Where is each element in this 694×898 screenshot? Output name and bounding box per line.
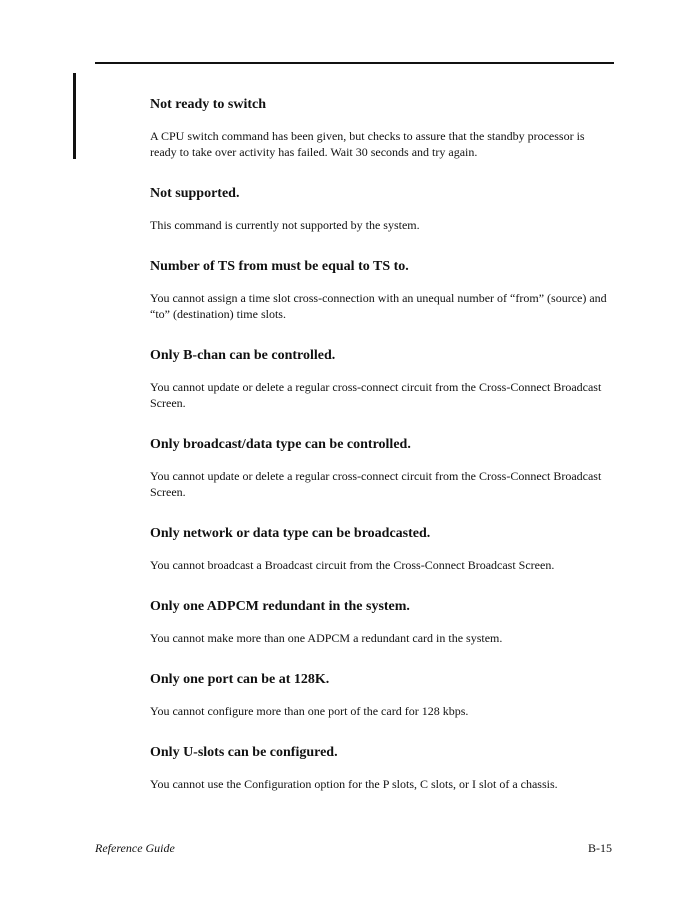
message-description: You cannot broadcast a Broadcast circuit from the Cross-Connect Broadcast Screen. [150,558,555,572]
message-entry [150,347,610,411]
message-description: You cannot make more than one ADPCM a redundant card in the system. [150,631,503,645]
message-description: This command is currently not supported by the system. [150,218,420,232]
message-title: Only U-slots can be configured. [150,745,338,760]
message-title: Only one port can be at 128K. [150,672,330,687]
message-title: Not ready to switch [150,97,267,112]
top-rule [95,62,614,64]
message-description: You cannot use the Configuration option for the P slots, C slots, or I slot of a chassis. [150,777,558,791]
message-title: Only broadcast/data type can be controlled. [150,437,411,452]
footer-document-title: Reference Guide [95,841,175,855]
message-description: You cannot configure more than one port of the card for 128 kbps. [150,704,469,718]
message-entry [150,671,610,719]
message-list [150,96,610,817]
message-entry [150,96,610,160]
message-description: You cannot update or delete a regular cross-connect circuit from the Cross-Connect Broadcast Screen. [150,469,602,499]
change-bar [73,73,76,159]
message-description: You cannot assign a time slot cross-connection with an unequal number of “from” (source) and “to” (destination) time slots. [150,291,607,321]
message-title: Only network or data type can be broadcasted. [150,526,431,541]
message-title: Only B-chan can be controlled. [150,348,336,363]
message-description: You cannot update or delete a regular cross-connect circuit from the Cross-Connect Broadcast Screen. [150,380,602,410]
footer-page-number: B-15 [588,841,612,855]
message-entry [150,258,610,322]
message-entry [150,525,610,573]
message-title: Number of TS from must be equal to TS to. [150,259,409,274]
message-entry [150,598,610,646]
message-title: Only one ADPCM redundant in the system. [150,599,410,614]
message-entry [150,744,610,792]
message-entry [150,185,610,233]
message-title: Not supported. [150,186,240,201]
message-entry [150,436,610,500]
message-description: A CPU switch command has been given, but checks to assure that the standby processor is ready to take over activity has failed. Wait 30 seconds and try again. [150,129,585,159]
